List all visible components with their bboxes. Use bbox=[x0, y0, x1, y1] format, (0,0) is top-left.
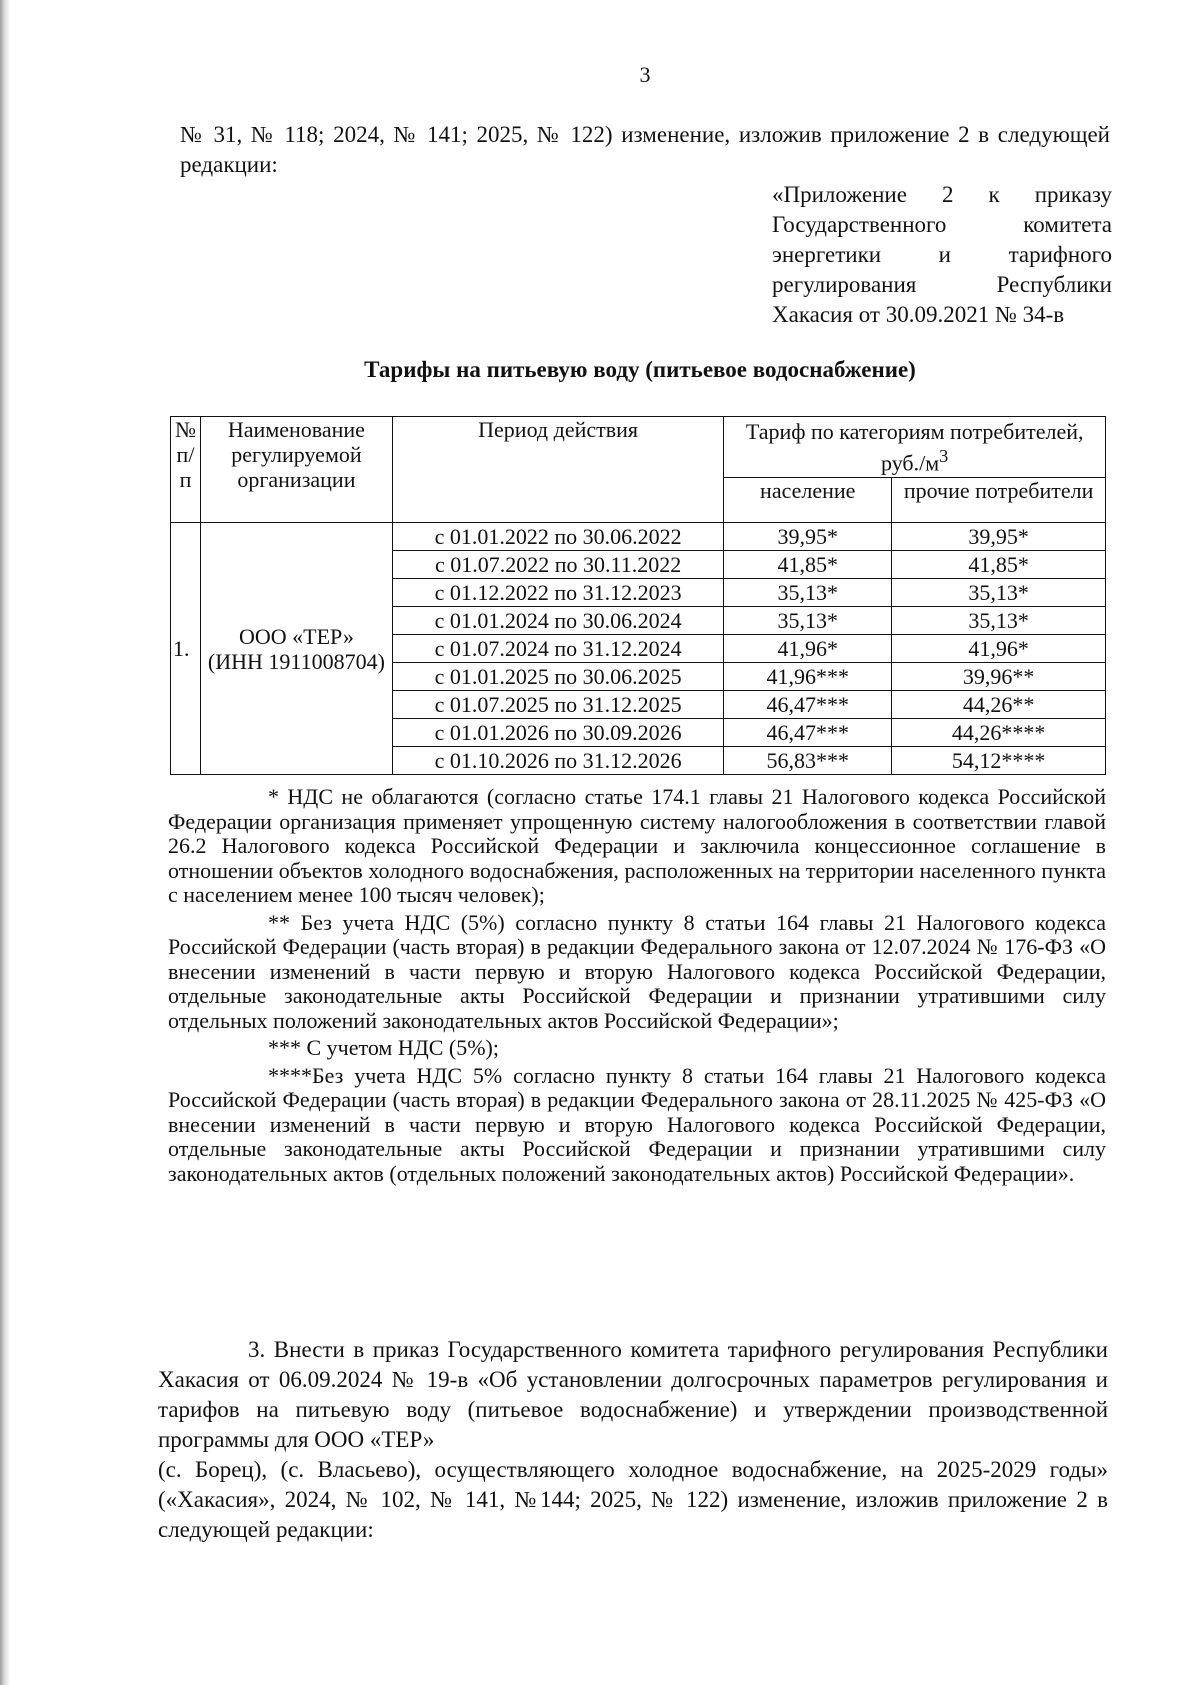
population-tariff-cell: 46,47*** bbox=[724, 691, 892, 719]
others-tariff-cell: 44,26**** bbox=[892, 719, 1106, 747]
tariff-table bbox=[170, 416, 1106, 775]
population-tariff-cell: 41,96* bbox=[724, 635, 892, 663]
population-tariff-cell: 46,47*** bbox=[724, 719, 892, 747]
others-tariff-cell: 35,13* bbox=[892, 607, 1106, 635]
header-others: прочие потребители bbox=[892, 478, 1106, 523]
period-cell: с 01.07.2022 по 30.11.2022 bbox=[392, 551, 723, 579]
table-title: Тарифы на питьевую воду (питьевое водоснабжение) bbox=[364, 357, 916, 382]
population-tariff-cell: 39,95* bbox=[724, 523, 892, 551]
period-cell: с 01.01.2024 по 30.06.2024 bbox=[392, 607, 723, 635]
intro-paragraph: № 31, № 118; 2024, № 141; 2025, № 122) изменение, изложив приложение 2 в следующей редакции: bbox=[180, 122, 1110, 177]
population-tariff-cell: 35,13* bbox=[724, 579, 892, 607]
footnotes bbox=[168, 785, 1106, 1189]
section-3-paragraph: 3. Внести в приказ Государственного комитета тарифного регулирования Республики Хакасия от 06.09.2024 № 19-в «Об установлении долгосрочных параметров регулирования и тарифов на питьевую воду (питьевое водоснабжение) и утверждении производственной программы для ООО «ТЕР» bbox=[158, 1337, 1108, 1452]
table-header-row bbox=[171, 417, 1106, 478]
others-tariff-cell: 41,85* bbox=[892, 551, 1106, 579]
header-org: Наименование регулируемой организации bbox=[200, 417, 392, 523]
appendix-reference: «Приложение 2 к приказу Государственного комитета энергетики и тарифного регулирования Республики Хакасия от 30.09.2021 № 34-в bbox=[772, 182, 1112, 327]
others-tariff-cell: 41,96* bbox=[892, 635, 1106, 663]
period-cell: с 01.07.2025 по 31.12.2025 bbox=[392, 691, 723, 719]
header-tariff-label: Тариф по категориям потребителей, руб./м bbox=[745, 419, 1084, 476]
scan-page-edge bbox=[0, 0, 10, 1685]
footnote-three-stars: *** С учетом НДС (5%); bbox=[268, 1035, 499, 1060]
header-tariff-unit-sup: 3 bbox=[939, 446, 949, 466]
others-tariff-cell: 35,13* bbox=[892, 579, 1106, 607]
population-tariff-cell: 56,83*** bbox=[724, 747, 892, 775]
header-period: Период действия bbox=[392, 417, 723, 523]
period-cell: с 01.01.2022 по 30.06.2022 bbox=[392, 523, 723, 551]
header-num: № п/п bbox=[171, 417, 201, 523]
footnote-one-star: * НДС не облагаются (согласно статье 174.1 главы 21 Налогового кодекса Российской Федерации организация применяет упрощенную систему налогообложения в соответствии главой 26.2 Налогового кодекса Российской Федерации и заключила концессионное соглашение в отношении объектов холодного водоснабжения, расположенных на территории населенного пункта с населением менее 100 тысяч человек); bbox=[168, 784, 1106, 907]
others-tariff-cell: 54,12**** bbox=[892, 747, 1106, 775]
population-tariff-cell: 41,85* bbox=[724, 551, 892, 579]
period-cell: с 01.01.2025 по 30.06.2025 bbox=[392, 663, 723, 691]
footnote-two-stars: ** Без учета НДС (5%) согласно пункту 8 статьи 164 главы 21 Налогового кодекса Российской Федерации (часть вторая) в редакции Федерального закона от 12.07.2024 № 176-ФЗ «О внесении изменений в части первую и вторую Налогового кодекса Российской Федерации, отдельные законодательные акты Российской Федерации и признании утратившими силу отдельных положений законодательных актов Российской Федерации»; bbox=[168, 909, 1106, 1033]
period-cell: с 01.12.2022 по 31.12.2023 bbox=[392, 579, 723, 607]
population-tariff-cell: 41,96*** bbox=[724, 663, 892, 691]
period-cell: с 01.01.2026 по 30.09.2026 bbox=[392, 719, 723, 747]
others-tariff-cell: 39,96** bbox=[892, 663, 1106, 691]
header-tariff bbox=[724, 417, 1106, 478]
period-cell: с 01.10.2026 по 31.12.2026 bbox=[392, 747, 723, 775]
org-inn: (ИНН 1911008704) bbox=[207, 648, 385, 674]
header-population: население bbox=[724, 478, 892, 523]
period-cell: с 01.07.2024 по 31.12.2024 bbox=[392, 635, 723, 663]
table-row bbox=[171, 523, 1106, 551]
row-number: 1. bbox=[171, 523, 201, 775]
section-3 bbox=[158, 1335, 1108, 1545]
population-tariff-cell: 35,13* bbox=[724, 607, 892, 635]
others-tariff-cell: 44,26** bbox=[892, 691, 1106, 719]
footnote-four-stars: ****Без учета НДС 5% согласно пункту 8 статьи 164 главы 21 Налогового кодекса Российской Федерации (часть вторая) в редакции Федерального закона от 28.11.2025 № 425-ФЗ «О внесении изменений в части первую и вторую Налогового кодекса Российской Федерации, отдельные законодательные акты Российской Федерации и признании утратившими силу законодательных актов (отдельных положений законодательных актов) Российской Федерации». bbox=[168, 1062, 1106, 1186]
org-cell bbox=[200, 523, 392, 775]
section-3-continuation: (с. Борец), (с. Власьево), осуществляющего холодное водоснабжение, на 2025-2029 годы» («Хакасия», 2024, № 102, № 141, №144; 2025, № 122) изменение, изложив приложение 2 в следующей редакции: bbox=[158, 1457, 1108, 1542]
others-tariff-cell: 39,95* bbox=[892, 523, 1106, 551]
org-name: ООО «ТЕР» bbox=[239, 623, 354, 649]
page-number: 3 bbox=[639, 62, 651, 87]
